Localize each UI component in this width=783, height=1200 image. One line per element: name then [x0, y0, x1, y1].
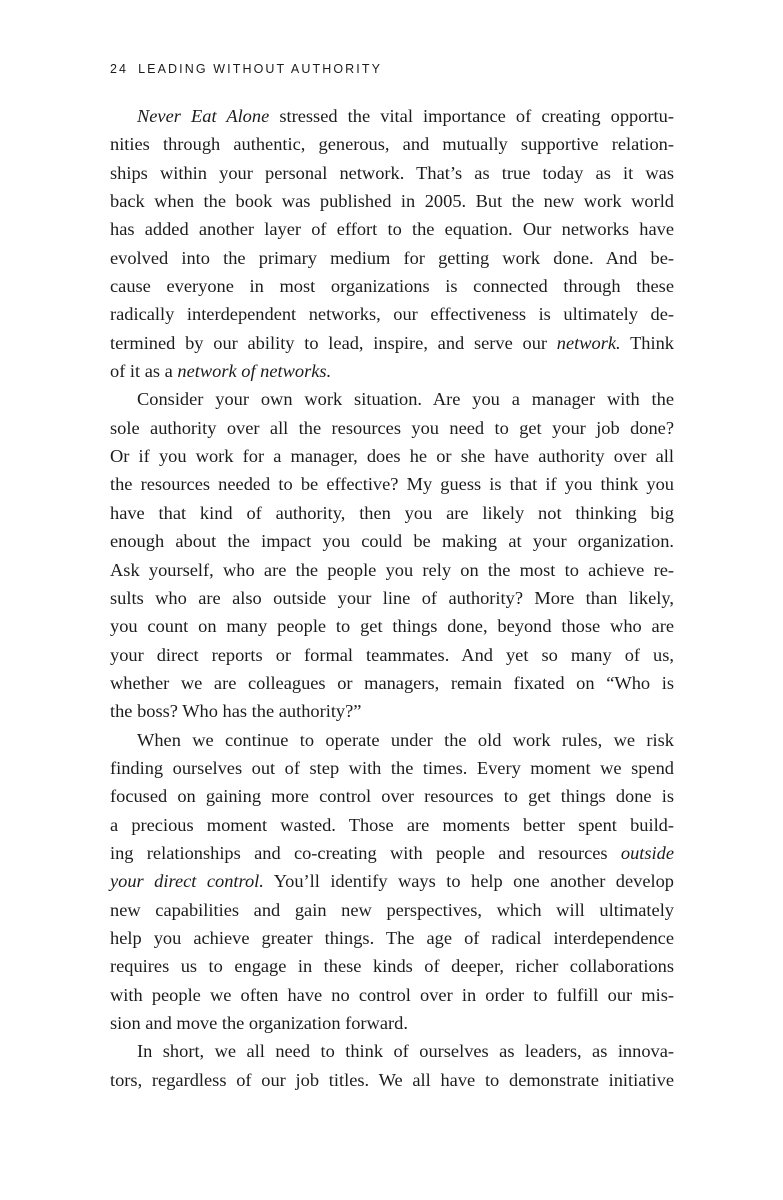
text-run: Think [620, 332, 674, 353]
text-run: radically interdependent networks, our effectiveness is ultimately de- [110, 304, 674, 325]
text-run: back when the book was published in 2005. But the new work world [110, 191, 674, 212]
text-line [110, 612, 674, 640]
text-line [110, 187, 674, 215]
text-line [110, 159, 674, 187]
text-line [110, 924, 674, 952]
text-line [110, 272, 674, 300]
text-line [110, 697, 674, 725]
text-run: the boss? Who has the authority?” [110, 701, 362, 722]
text-line [110, 556, 674, 584]
text-line [110, 357, 674, 385]
paragraph [110, 102, 674, 385]
text-run: When we continue to operate under the old work rules, we risk [137, 729, 674, 750]
text-run: sion and move the organization forward. [110, 1013, 408, 1033]
text-line [110, 470, 674, 498]
text-run: finding ourselves out of step with the times. Every moment we spend [110, 757, 674, 778]
text-line [110, 754, 674, 782]
text-run: cause everyone in most organizations is connected through these [110, 276, 674, 297]
text-run: ships within your personal network. That’s as true today as it was [110, 162, 674, 183]
text-run: the resources needed to be effective? My guess is that if you think you [110, 474, 674, 495]
text-line [110, 981, 674, 1009]
text-line [110, 1009, 674, 1037]
text-run: requires us to engage in these kinds of deeper, richer collaborations [110, 956, 674, 977]
text-line [110, 499, 674, 527]
text-run: stressed the vital importance of creating opportu- [269, 106, 674, 126]
text-run: sole authority over all the resources you need to get your job done? [110, 417, 674, 438]
italic-text: outside [620, 842, 674, 863]
paragraph [110, 385, 674, 725]
running-header [110, 62, 382, 76]
text-line [110, 414, 674, 442]
paragraph [110, 726, 674, 1038]
text-line [110, 527, 674, 555]
running-title: LEADING WITHOUT AUTHORITY [138, 62, 383, 76]
text-line [110, 584, 674, 612]
text-line [110, 385, 674, 413]
text-run: In short, we all need to think of ourselves as leaders, as innova- [137, 1041, 674, 1062]
text-line [110, 300, 674, 328]
text-run: Ask yourself, who are the people you rely on the most to achieve re- [110, 559, 674, 580]
text-run: focused on gaining more control over resources to get things done is [110, 786, 674, 807]
text-line [110, 215, 674, 243]
text-run: new capabilities and gain new perspectives, which will ultimately [110, 899, 674, 920]
text-line [110, 726, 674, 754]
italic-text: network. [556, 332, 621, 353]
page-number: 24 [110, 62, 129, 76]
text-line [110, 952, 674, 980]
paragraph [110, 1037, 674, 1094]
text-run: termined by our ability to lead, inspire, and serve our [110, 332, 557, 353]
italic-text: network of networks. [177, 361, 332, 382]
text-run: tors, regardless of our job titles. We all have to demonstrate initiative [110, 1069, 674, 1090]
text-run: you count on many people to get things done, beyond those who are [110, 616, 674, 637]
text-line [110, 782, 674, 810]
italic-text: Never Eat Alone [137, 106, 270, 126]
text-run: ing relationships and co-creating with people and resources [110, 842, 621, 863]
text-run: with people we often have no control over in order to fulfill our mis- [110, 984, 674, 1005]
italic-text: your direct control. [110, 871, 264, 892]
text-run: whether we are colleagues or managers, remain fixated on “Who is [110, 672, 674, 693]
text-line [110, 641, 674, 669]
text-run: your direct reports or formal teammates. And yet so many of us, [110, 644, 674, 665]
text-run: nities through authentic, generous, and mutually supportive relation- [110, 134, 674, 155]
text-run: enough about the impact you could be making at your organization. [110, 531, 674, 552]
text-line [110, 442, 674, 470]
text-line [110, 811, 674, 839]
text-run: Consider your own work situation. Are you a manager with the [137, 389, 674, 410]
text-line [110, 839, 674, 867]
text-run: You’ll identify ways to help one another develop [263, 871, 674, 892]
text-line [110, 130, 674, 158]
text-run: sults who are also outside your line of authority? More than likely, [110, 587, 674, 608]
text-run: Or if you work for a manager, does he or she have authority over all [110, 446, 674, 467]
text-line [110, 102, 674, 130]
text-line [110, 867, 674, 895]
text-line [110, 1037, 674, 1065]
text-run: of it as a [110, 361, 178, 382]
text-run: evolved into the primary medium for getting work done. And be- [110, 247, 674, 268]
text-run: help you achieve greater things. The age of radical interdependence [110, 927, 674, 948]
text-line [110, 896, 674, 924]
text-line [110, 244, 674, 272]
text-run: a precious moment wasted. Those are moments better spent build- [110, 814, 674, 835]
text-line [110, 329, 674, 357]
text-run: have that kind of authority, then you are likely not thinking big [110, 502, 674, 523]
text-line [110, 1066, 674, 1094]
text-run: has added another layer of effort to the equation. Our networks have [110, 219, 674, 240]
body-text [110, 102, 674, 1094]
text-line [110, 669, 674, 697]
